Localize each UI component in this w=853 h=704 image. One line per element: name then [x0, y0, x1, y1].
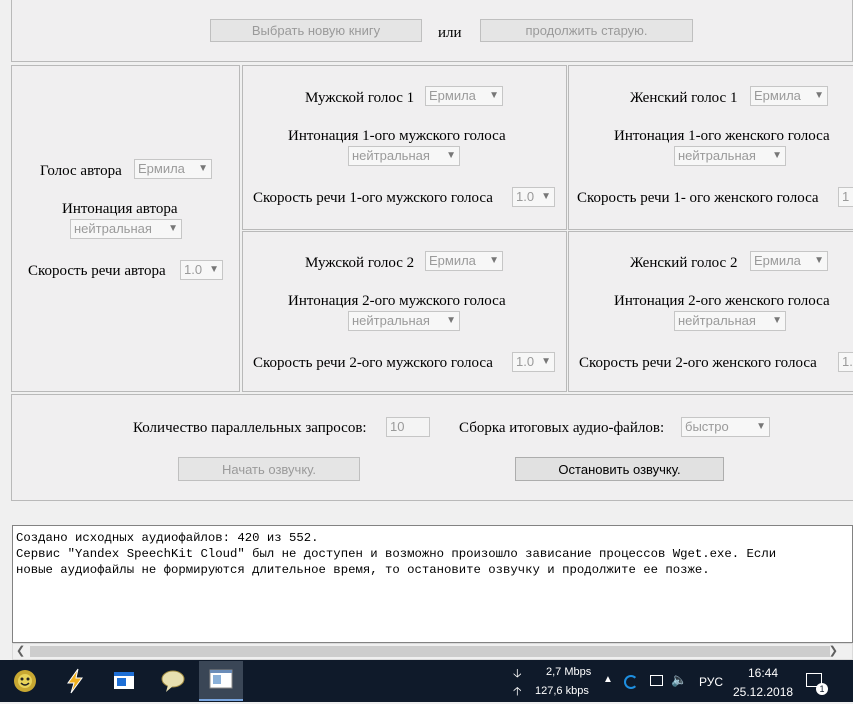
scrollbar-thumb[interactable] [30, 646, 830, 657]
female-1-speed-label: Скорость речи 1- ого женского голоса [577, 190, 819, 206]
clock-date[interactable]: 25.12.2018 [733, 685, 794, 699]
browser-c-icon[interactable] [624, 675, 638, 689]
network-icon[interactable] [650, 675, 663, 686]
parallel-requests-label: Количество параллельных запросов: [133, 420, 367, 436]
male-voice-2-value: Ермила [429, 253, 476, 268]
male-2-intonation-label: Интонация 2-ого мужского голоса [288, 293, 506, 309]
upload-speed: 127,6 kbps [535, 685, 589, 697]
chevron-down-icon: ▼ [814, 255, 824, 266]
female-2-intonation-label: Интонация 2-ого женского голоса [614, 293, 830, 309]
chevron-down-icon: ▼ [168, 223, 178, 234]
female-1-intonation-value: нейтральная [678, 148, 756, 163]
active-app-highlight[interactable] [199, 661, 243, 701]
female-1-speed-value: 1 [842, 189, 850, 204]
chevron-down-icon: ▼ [446, 150, 456, 161]
log-textarea[interactable] [12, 525, 853, 643]
author-speed-label: Скорость речи автора [28, 263, 166, 279]
female-voice-2-select[interactable] [750, 251, 828, 271]
download-speed: 2,7 Mbps [546, 666, 592, 678]
female-voice-1-select[interactable] [750, 86, 828, 106]
male-1-speed-label: Скорость речи 1-ого мужского голоса [253, 190, 493, 206]
continue-old-book-button[interactable]: продолжить старую. [480, 19, 693, 42]
female-2-speed-select[interactable] [838, 352, 853, 372]
active-app-icon [199, 661, 243, 699]
or-label: или [438, 25, 462, 41]
chevron-down-icon: ▼ [756, 421, 766, 432]
author-voice-label: Голос автора [40, 163, 122, 179]
log-line: Создано исходных аудиофайлов: 420 из 552. [16, 531, 319, 545]
assembly-label: Сборка итоговых аудио-файлов: [459, 420, 665, 436]
author-speed-select[interactable] [180, 260, 223, 280]
male-2-speed-value: 1.0 [516, 354, 535, 369]
window-icon[interactable] [109, 666, 139, 696]
log-line: новые аудиофайлы не формируются длительное время, то остановите озвучку и продолжите ее позже. [16, 563, 710, 577]
gear-smiley-icon[interactable] [10, 666, 40, 696]
clock-time[interactable]: 16:44 [748, 666, 779, 680]
female-voice-2-value: Ермила [754, 253, 801, 268]
parallel-requests-input[interactable]: 10 [386, 417, 430, 437]
male-1-intonation-value: нейтральная [352, 148, 430, 163]
male-1-intonation-select[interactable] [348, 146, 460, 166]
chat-bubble-icon[interactable] [158, 666, 188, 696]
chevron-down-icon: ▼ [541, 356, 551, 367]
chevron-down-icon: ▼ [772, 150, 782, 161]
notification-badge: 1 [816, 683, 828, 695]
assembly-value: быстро [685, 419, 729, 434]
chevron-down-icon: ▼ [772, 315, 782, 326]
chevron-down-icon: ▼ [489, 255, 499, 266]
female-2-speed-label: Скорость речи 2-ого женского голоса [579, 355, 817, 371]
female-1-intonation-select[interactable] [674, 146, 786, 166]
top-panel [11, 0, 853, 62]
assembly-select[interactable] [681, 417, 770, 437]
female-voice-1-label: Женский голос 1 [630, 90, 738, 106]
male-2-intonation-select[interactable] [348, 311, 460, 331]
author-intonation-select[interactable] [70, 219, 182, 239]
male-1-intonation-label: Интонация 1-ого мужского голоса [288, 128, 506, 144]
male-2-speed-label: Скорость речи 2-ого мужского голоса [253, 355, 493, 371]
taskbar [0, 660, 853, 702]
male-voice-2-label: Мужской голос 2 [305, 255, 415, 271]
female-2-intonation-select[interactable] [674, 311, 786, 331]
female-2-intonation-value: нейтральная [678, 313, 756, 328]
female-1-speed-select[interactable] [838, 187, 853, 207]
upload-arrow-icon: 🡡 [513, 684, 522, 698]
controls-panel [11, 394, 853, 501]
male-voice-1-value: Ермила [429, 88, 476, 103]
show-hidden-icons-icon[interactable]: ▲ [603, 674, 613, 685]
chevron-down-icon: ▼ [814, 90, 824, 101]
female-voice-2-label: Женский голос 2 [630, 255, 738, 271]
author-voice-select[interactable] [134, 159, 212, 179]
choose-new-book-button[interactable]: Выбрать новую книгу [210, 19, 422, 42]
female-voice-1-value: Ермила [754, 88, 801, 103]
scroll-right-icon[interactable]: ❯ [828, 645, 838, 657]
chevron-down-icon: ▼ [209, 264, 219, 275]
download-arrow-icon: 🡣 [513, 666, 522, 680]
male-1-speed-select[interactable] [512, 187, 555, 207]
male-2-intonation-value: нейтральная [352, 313, 430, 328]
author-intonation-label: Интонация автора [62, 201, 178, 217]
chevron-down-icon: ▼ [541, 191, 551, 202]
log-line: Сервис "Yandex SpeechKit Cloud" был не доступен и возможно произошло зависание процессов Wget.exe. Если [16, 547, 777, 561]
male-voice-1-label: Мужской голос 1 [305, 90, 415, 106]
male-voice-1-select[interactable] [425, 86, 503, 106]
chevron-down-icon: ▼ [489, 90, 499, 101]
lightning-icon[interactable] [60, 666, 90, 696]
chevron-down-icon: ▼ [446, 315, 456, 326]
author-intonation-value: нейтральная [74, 221, 152, 236]
author-speed-value: 1.0 [184, 262, 203, 277]
female-2-speed-value: 1. [842, 354, 853, 369]
male-voice-2-select[interactable] [425, 251, 503, 271]
female-1-intonation-label: Интонация 1-ого женского голоса [614, 128, 830, 144]
male-2-speed-select[interactable] [512, 352, 555, 372]
language-indicator[interactable]: РУС [699, 675, 724, 689]
male-1-speed-value: 1.0 [516, 189, 535, 204]
author-voice-value: Ермила [138, 161, 185, 176]
scroll-left-icon[interactable]: ❮ [16, 645, 26, 657]
start-voicing-button[interactable]: Начать озвучку. [178, 457, 360, 481]
horizontal-scrollbar[interactable] [12, 643, 853, 660]
stop-voicing-button[interactable]: Остановить озвучку. [515, 457, 724, 481]
chevron-down-icon: ▼ [198, 163, 208, 174]
volume-icon[interactable]: 🔈 [671, 672, 688, 687]
